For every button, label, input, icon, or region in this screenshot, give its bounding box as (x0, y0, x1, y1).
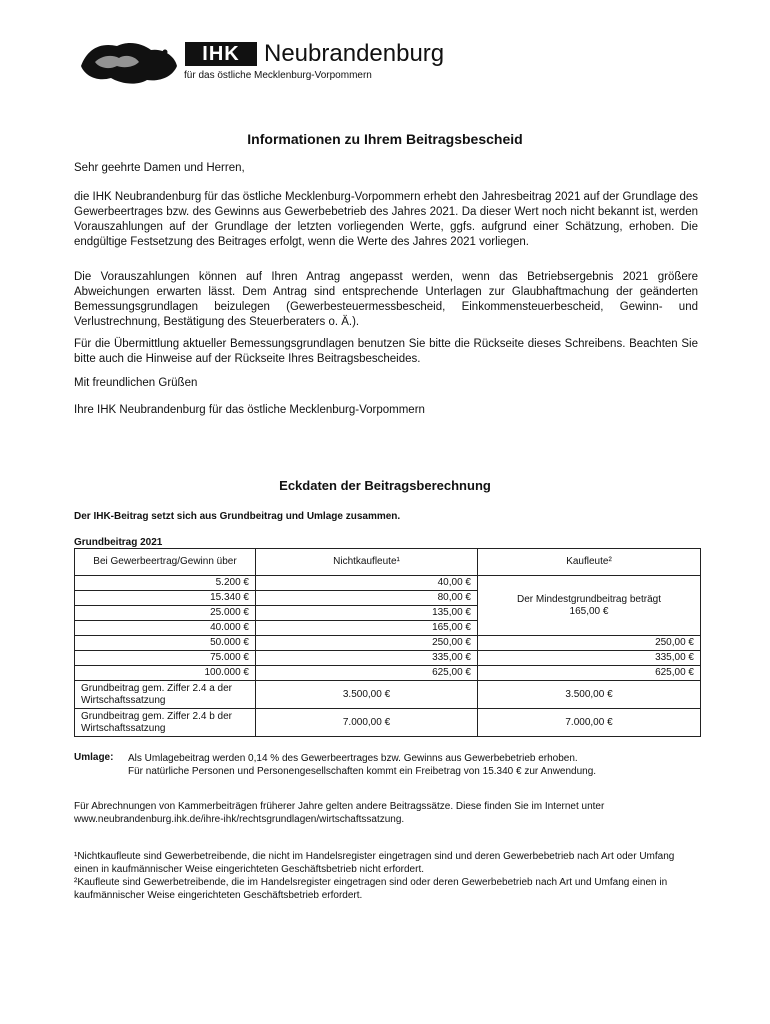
threshold-cell: 40.000 € (75, 621, 256, 636)
kaufleute-minimum-cell (478, 576, 701, 636)
umlage-text (128, 752, 708, 778)
special-row-label: Grundbeitrag gem. Ziffer 2.4 a der Wirtschaftssatzung (75, 681, 256, 709)
nichtkaufleute-cell: 335,00 € (256, 651, 478, 666)
salutation: Sehr geehrte Damen und Herren, (74, 162, 245, 174)
column-header-threshold: Bei Gewerbeertrag/Gewinn über (75, 549, 256, 576)
kaufleute-cell: 7.000,00 € (478, 709, 701, 737)
umlage-label: Umlage: (74, 752, 114, 763)
paragraph-1: die IHK Neubrandenburg für das östliche Mecklenburg-Vorpommern erhebt den Jahresbeitrag 2021 auf der Grundlage des Gewerbeertrages bzw. des Gewinns aus Gewerbebetrieb des Jahres 2021. Da dieser Wert noch nicht bekannt ist, werden Vorauszahlungen auf der Grundlage der letzten vorliegenden Werte, ggfs. aufgrund einer Schätzung, erhoben. Die endgültige Festsetzung des Beitrages erfolgt, wenn die Werte des Jahres 2021 vorliegen. (74, 191, 698, 248)
footnote-1: ¹Nichtkaufleute sind Gewerbetreibende, die nicht im Handelsregister eingetragen sind und deren Gewerbebetrieb nach Art oder Umfang einen in kaufmännischer Weise eingerichteten Geschäftsbetrieb nicht erfordert. (74, 851, 675, 875)
region-map-icon (77, 36, 181, 88)
signature: Ihre IHK Neubrandenburg für das östliche Mecklenburg-Vorpommern (74, 404, 425, 416)
threshold-cell: 15.340 € (75, 591, 256, 606)
column-header-nichtkaufleute: Nichtkaufleute¹ (256, 549, 478, 576)
umlage-line-1: Als Umlagebeitrag werden 0,14 % des Gewerbeertrages bzw. Gewinns aus Gewerbebetrieb erhoben. (128, 753, 578, 764)
logo-subtitle: für das östliche Mecklenburg-Vorpommern (184, 70, 372, 81)
table-caption: Grundbeitrag 2021 (74, 537, 163, 548)
nichtkaufleute-cell: 3.500,00 € (256, 681, 478, 709)
page-title: Informationen zu Ihrem Beitragsbescheid (247, 131, 523, 147)
table-header-row (75, 549, 701, 576)
kaufleute-cell: 3.500,00 € (478, 681, 701, 709)
fee-table (74, 548, 701, 737)
threshold-cell: 50.000 € (75, 636, 256, 651)
threshold-cell: 75.000 € (75, 651, 256, 666)
table-row (75, 709, 701, 737)
nichtkaufleute-cell: 135,00 € (256, 606, 478, 621)
paragraph-2: Die Vorauszahlungen können auf Ihren Antrag angepasst werden, wenn das Betriebsergebnis 2021 größere Abweichungen erwarten lässt. Dem Antrag sind entsprechende Unterlagen zur Glaubhaftmachung der geänderten Bemessungsgrundlagen beizulegen (Gewerbesteuermessbescheid, Einkommensteuerbescheid, Gewinn- und Verlustrechnung, Bestätigung des Steuerberaters o. Ä.). (74, 271, 698, 328)
threshold-cell: 25.000 € (75, 606, 256, 621)
nichtkaufleute-cell: 250,00 € (256, 636, 478, 651)
nichtkaufleute-cell: 7.000,00 € (256, 709, 478, 737)
table-row (75, 651, 701, 666)
table-row (75, 681, 701, 709)
kaufleute-cell: 625,00 € (478, 666, 701, 681)
logo-name: Neubrandenburg (264, 40, 445, 67)
logo-ihk-mark: IHK (185, 42, 257, 66)
nichtkaufleute-cell: 40,00 € (256, 576, 478, 591)
minimum-fee-value: 165,00 € (569, 605, 609, 617)
footnote-2: ²Kaufleute sind Gewerbetreibende, die im Handelsregister eingetragen sind oder deren Gewerbebetrieb nach Art und Umfang einen in kaufmännischer Weise eingerichteten Geschäftsbetrieb erfordert. (74, 877, 668, 901)
nichtkaufleute-cell: 165,00 € (256, 621, 478, 636)
column-header-kaufleute: Kaufleute² (478, 549, 701, 576)
kaufleute-cell: 335,00 € (478, 651, 701, 666)
table-row (75, 636, 701, 651)
kaufleute-cell: 250,00 € (478, 636, 701, 651)
threshold-cell: 100.000 € (75, 666, 256, 681)
ihk-logo (77, 36, 445, 92)
table-row (75, 666, 701, 681)
earlier-years-note: Für Abrechnungen von Kammerbeiträgen früherer Jahre gelten andere Beitragssätze. Diese finden Sie im Internet unter www.neubrandenburg.ihk.de/ihre-ihk/rechtsgrundlagen/wirtschaftssatzung. (74, 801, 605, 825)
section-title: Eckdaten der Beitragsberechnung (279, 478, 491, 493)
umlage-line-2: Für natürliche Personen und Personengesellschaften kommt ein Freibetrag von 15.340 € zur Anwendung. (128, 766, 597, 777)
table-row (75, 576, 701, 591)
threshold-cell: 5.200 € (75, 576, 256, 591)
nichtkaufleute-cell: 625,00 € (256, 666, 478, 681)
special-row-label: Grundbeitrag gem. Ziffer 2.4 b der Wirtschaftssatzung (75, 709, 256, 737)
closing: Mit freundlichen Grüßen (74, 377, 198, 389)
minimum-fee-text: Der Mindestgrundbeitrag beträgt (517, 593, 661, 605)
paragraph-3: Für die Übermittlung aktueller Bemessungsgrundlagen benutzen Sie bitte die Rückseite dieses Schreibens. Beachten Sie bitte auch die Hinweise auf der Rückseite Ihres Beitragsbescheides. (74, 338, 698, 365)
section-intro: Der IHK-Beitrag setzt sich aus Grundbeitrag und Umlage zusammen. (74, 511, 401, 522)
nichtkaufleute-cell: 80,00 € (256, 591, 478, 606)
